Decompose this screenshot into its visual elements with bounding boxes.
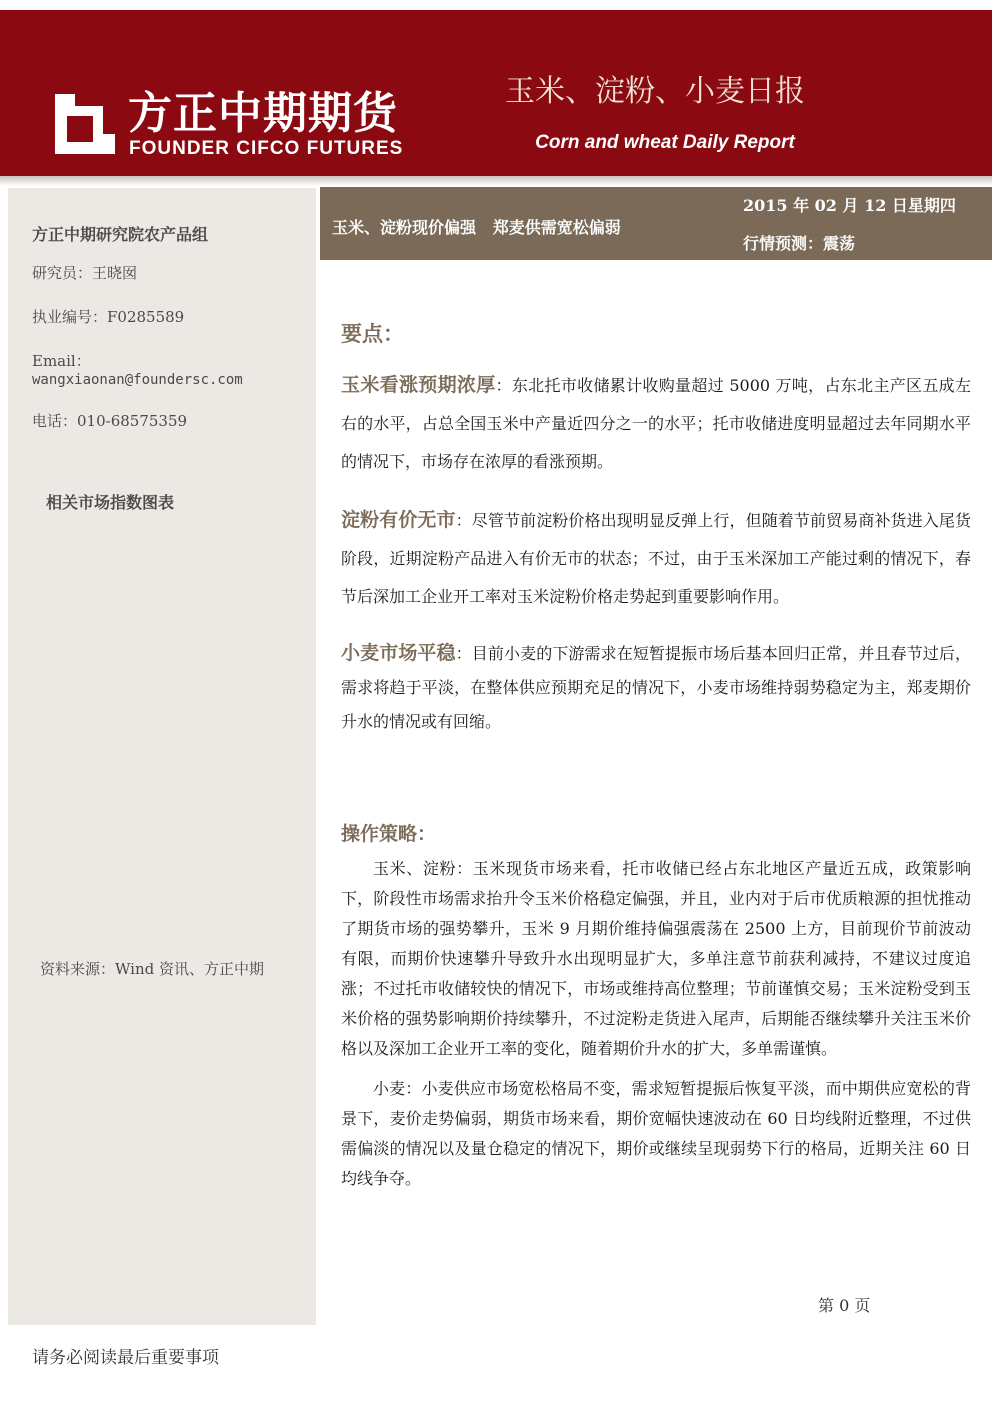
key-point-label: 小麦市场平稳 xyxy=(341,642,456,664)
page-number: 第 0 页 xyxy=(818,1296,871,1315)
main-content xyxy=(341,318,971,1194)
key-point-starch xyxy=(341,501,971,616)
key-point-corn xyxy=(341,366,971,481)
email-address[interactable]: wangxiaonan@foundersc.com xyxy=(32,372,243,388)
related-charts-title: 相关市场指数图表 xyxy=(46,493,175,512)
company-logo-text: 方正中期期货 xyxy=(128,88,398,139)
report-header xyxy=(0,10,992,176)
headline: 玉米、淀粉现价偏强 郑麦供需宽松偏弱 xyxy=(332,218,621,237)
key-point-text: ：东北托市收储累计收购量超过 5000 万吨，占东北主产区五成左右的水平，占总全国玉米中产量近四分之一的水平；托市收储进度明显超过去年同期水平的情况下，市场存在浓厚的看涨预期。 xyxy=(341,376,971,471)
phone-number: 电话：010-68575359 xyxy=(32,412,188,430)
email-label: Email： xyxy=(32,352,91,370)
report-date: 2015 年 02 月 12 日星期四 xyxy=(743,196,956,215)
key-points-heading: 要点： xyxy=(341,321,404,346)
sidebar xyxy=(8,188,316,1325)
key-point-label: 淀粉有价无市 xyxy=(341,509,456,531)
key-point-text: ：尽管节前淀粉价格出现明显反弹上行，但随着节前贸易商补货进入尾货阶段，近期淀粉产品进入有价无市的状态；不过，由于玉米深加工产能过剩的情况下，春节后深加工企业开工率对玉米淀粉价格走势起到重要影响作用。 xyxy=(341,511,971,606)
key-point-wheat xyxy=(341,636,971,739)
researcher-name: 研究员：王晓囡 xyxy=(32,264,138,282)
summary-bar xyxy=(320,187,992,260)
license-number: 执业编号：F0285589 xyxy=(32,308,185,326)
strategy-wheat: 小麦：小麦供应市场宽松格局不变，需求短暂提振后恢复平淡，而中期供应宽松的背景下，麦价走势偏弱，期货市场来看，期价宽幅快速波动在 60 日均线附近整理，不过供需偏淡的情况以及量仓稳定的情况下，期价或继续呈现弱势下行的格局，近期关注 60 日均线争夺。 xyxy=(341,1079,971,1188)
disclaimer-note: 请务必阅读最后重要事项 xyxy=(32,1348,219,1368)
data-source: 资料来源：Wind 资讯、方正中期 xyxy=(40,960,264,978)
report-title-english: Corn and wheat Daily Report xyxy=(535,132,795,153)
key-point-text: ：目前小麦的下游需求在短暂提振市场后基本回归正常，并且春节过后，需求将趋于平淡，在整体供应预期充足的情况下，小麦市场维持弱势稳定为主，郑麦期价升水的情况或有回缩。 xyxy=(341,644,971,731)
research-group: 方正中期研究院农产品组 xyxy=(32,225,209,244)
founder-logo-icon xyxy=(55,94,115,154)
report-title: 玉米、淀粉、小麦日报 xyxy=(505,74,805,109)
company-logo-english: FOUNDER CIFCO FUTURES xyxy=(129,138,404,159)
strategy-corn-starch: 玉米、淀粉：玉米现货市场来看，托市收储已经占东北地区产量近五成，政策影响下，阶段性市场需求抬升令玉米价格稳定偏强，并且，业内对于后市优质粮源的担忧推动了期货市场的强势攀升，玉米 9 月期价维持偏强震荡在 2500 上方，目前现价节前波动有限，而期价快速攀升导致升水出现明显扩大，多单注意节前获利减持，不建议过度追涨；不过托市收储较快的情况下，市场或维持高位整理；节前谨慎交易；玉米淀粉受到玉米价格的强势影响期价持续攀升，不过淀粉走货进入尾声，后期能否继续攀升关注玉米价格以及深加工企业开工率的变化，随着期价升水的扩大，多单需谨慎。 xyxy=(341,859,971,1058)
market-forecast: 行情预测：震荡 xyxy=(743,234,856,253)
header-divider xyxy=(0,176,992,186)
strategy-heading: 操作策略： xyxy=(341,823,437,845)
key-point-label: 玉米看涨预期浓厚 xyxy=(341,374,496,396)
